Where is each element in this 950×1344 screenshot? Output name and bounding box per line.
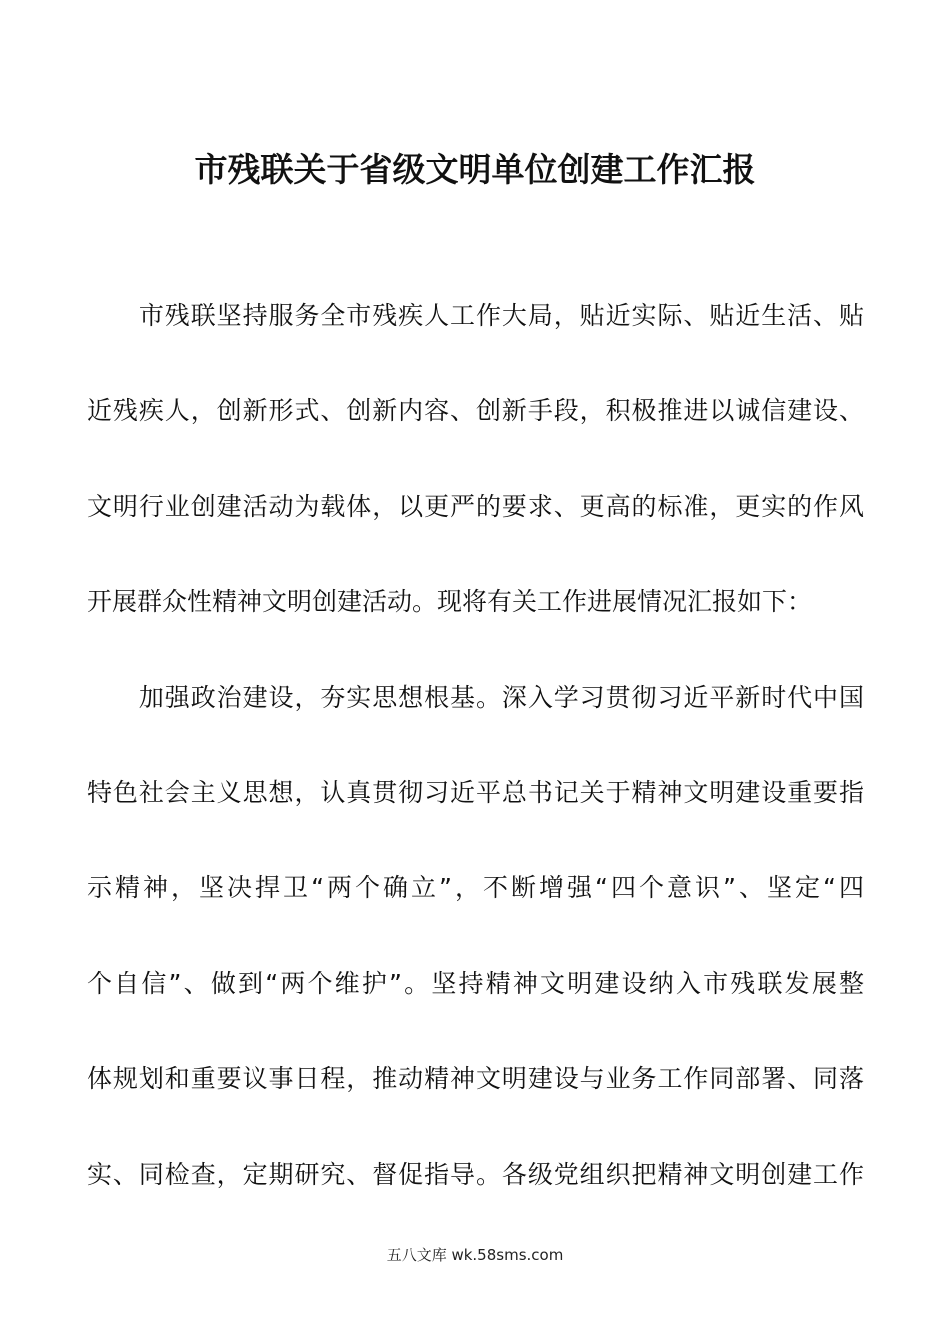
paragraph-intro <box>87 268 864 650</box>
text-line: 个自信”、做到“两个维护”。坚持精神文明建设纳入市残联发展整 <box>87 968 864 998</box>
text-line: 文明行业创建活动为载体，以更严的要求、更高的标准，更实的作风 <box>87 491 864 521</box>
text-line: 开展群众性精神文明创建活动。现将有关工作进展情况汇报如下： <box>87 587 813 617</box>
paragraph-political-building <box>87 650 864 1222</box>
document-body <box>87 268 864 1222</box>
text-line: 示精神，坚决捍卫“两个确立”，不断增强“四个意识”、坚定“四 <box>87 873 864 903</box>
text-line: 特色社会主义思想，认真贯彻习近平总书记关于精神文明建设重要指 <box>87 778 864 808</box>
text-line: 实、同检查，定期研究、督促指导。各级党组织把精神文明创建工作 <box>87 1159 864 1189</box>
text-line: 加强政治建设，夯实思想根基。深入学习贯彻习近平新时代中国 <box>87 682 864 712</box>
text-line: 近残疾人，创新形式、创新内容、创新手段，积极推进以诚信建设、 <box>87 396 864 426</box>
footer-watermark: 五八文库 wk.58sms.com <box>386 1246 564 1264</box>
document-title: 市残联关于省级文明单位创建工作汇报 <box>194 150 756 189</box>
text-line: 体规划和重要议事日程，推动精神文明建设与业务工作同部署、同落 <box>87 1064 864 1094</box>
text-line: 市残联坚持服务全市残疾人工作大局，贴近实际、贴近生活、贴 <box>87 301 864 330</box>
